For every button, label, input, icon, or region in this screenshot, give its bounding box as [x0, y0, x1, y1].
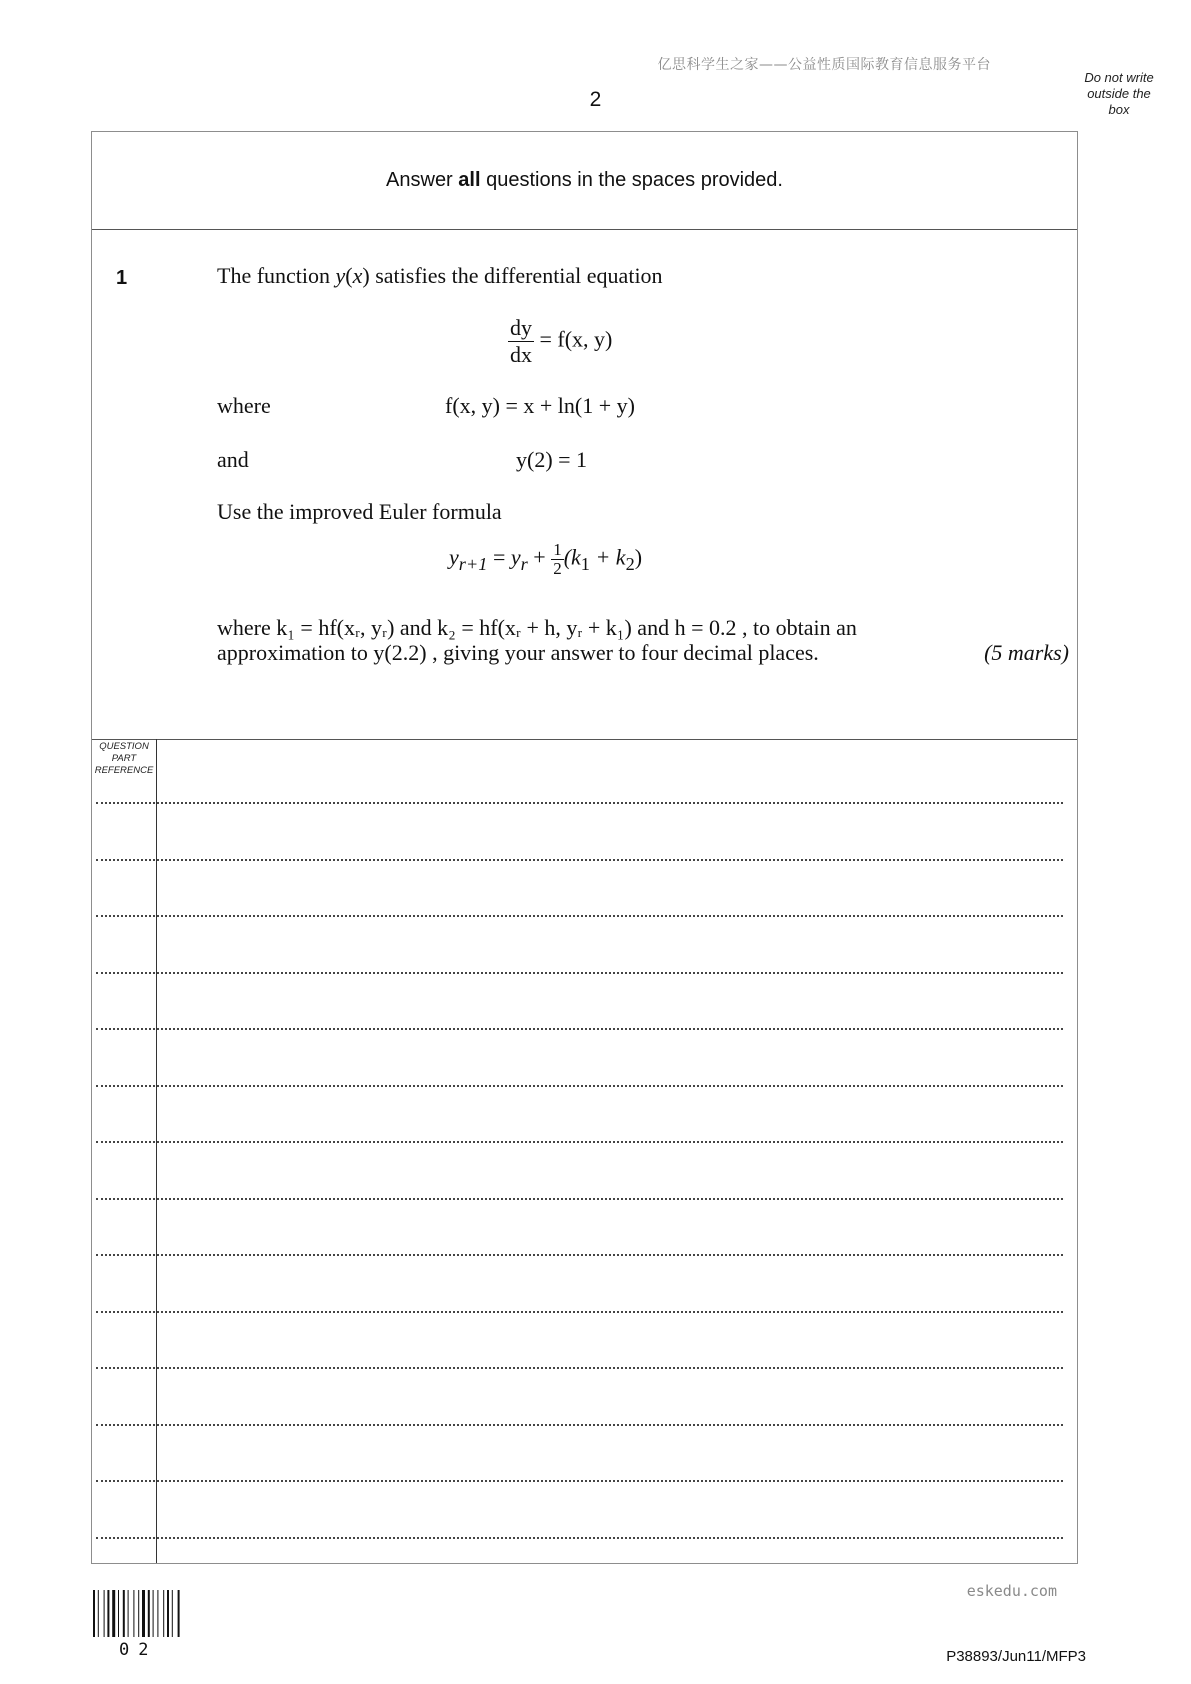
answer-line[interactable]	[96, 1028, 1063, 1030]
watermark-text: 亿思科学生之家——公益性质国际教育信息服务平台	[657, 57, 991, 73]
equation-dydx	[508, 315, 612, 368]
margin-note-line: outside the	[1087, 86, 1151, 101]
answer-line[interactable]	[96, 1311, 1063, 1313]
formula-sub: r	[520, 553, 528, 574]
initial-condition: y(2) = 1	[516, 447, 588, 472]
paper-reference: P38893/Jun11/MFP3	[946, 1648, 1086, 1665]
formula-y: y	[510, 544, 521, 570]
and-label: and	[217, 447, 249, 472]
fraction-denominator: 2	[553, 559, 562, 578]
question-part-reference-label	[92, 741, 156, 777]
fraction-half	[551, 541, 564, 578]
margin-note	[1069, 70, 1169, 118]
intro-text: satisfies the differential equation	[375, 263, 663, 288]
intro-x: x	[352, 263, 363, 288]
answer-line[interactable]	[96, 1367, 1063, 1369]
answer-line[interactable]	[96, 1424, 1063, 1426]
formula-sub: 1	[580, 553, 590, 574]
answer-line[interactable]	[96, 1085, 1063, 1087]
answer-line[interactable]	[96, 1141, 1063, 1143]
question-number: 1	[116, 267, 128, 289]
intro-paren: (	[345, 263, 353, 288]
margin-note-line: box	[1108, 102, 1130, 117]
barcode-number: 02	[119, 1640, 158, 1660]
formula-plus: +	[527, 544, 552, 570]
formula-k: (k	[563, 544, 581, 570]
site-watermark: eskedu.com	[966, 1582, 1057, 1600]
formula-k: + k	[589, 544, 626, 570]
answer-line[interactable]	[96, 1254, 1063, 1256]
question-part-divider	[156, 739, 157, 1563]
answer-area[interactable]	[92, 739, 1077, 1563]
formula-sub: 2	[625, 553, 635, 574]
use-text: Use the improved Euler formula	[217, 499, 502, 524]
intro-paren: )	[362, 263, 370, 288]
formula-y: y	[449, 544, 459, 570]
marks-label: (5 marks)	[984, 640, 1069, 665]
intro-text: The function	[217, 263, 331, 288]
answer-line[interactable]	[96, 1198, 1063, 1200]
instruction-after: questions in the spaces provided.	[486, 169, 783, 191]
instruction-text	[386, 169, 783, 192]
fraction-numerator: 1	[553, 540, 562, 559]
instruction-banner	[92, 132, 1077, 230]
answer-line[interactable]	[96, 802, 1063, 804]
euler-formula	[449, 541, 642, 578]
formula-eq: =	[487, 544, 511, 570]
instruction-bold: all	[458, 169, 481, 191]
answer-line[interactable]	[96, 972, 1063, 974]
qpr-label-line: QUESTION	[99, 741, 149, 752]
where-equation: f(x, y) = x + ln(1 + y)	[445, 393, 635, 418]
qpr-label-line: PART	[111, 753, 137, 764]
margin-note-line: Do not write	[1084, 70, 1154, 85]
fraction-denominator: dx	[510, 342, 532, 367]
formula-close: )	[634, 544, 643, 570]
equation-rhs: = f(x, y)	[539, 326, 613, 352]
question-block	[92, 229, 1077, 740]
answer-line[interactable]	[96, 859, 1063, 861]
fraction-numerator: dy	[510, 315, 532, 340]
question-line-1: where k₁ = hf(xᵣ, yᵣ) and k₂ = hf(xᵣ + h, yᵣ + k₁) and h = 0.2 , to obtain an	[217, 615, 857, 640]
barcode-icon	[93, 1590, 195, 1637]
page-number: 2	[589, 88, 602, 111]
answer-booklet-frame	[91, 131, 1078, 1564]
intro-y: y	[335, 263, 346, 288]
where-label: where	[217, 393, 271, 418]
answer-line[interactable]	[96, 1537, 1063, 1539]
answer-line[interactable]	[96, 915, 1063, 917]
fraction-dydx	[508, 315, 534, 368]
question-intro	[217, 263, 663, 289]
formula-sub: r+1	[458, 553, 488, 574]
question-line-2: approximation to y(2.2) , giving your answer to four decimal places.	[217, 640, 819, 665]
qpr-label-line: REFERENCE	[94, 765, 154, 776]
answer-line[interactable]	[96, 1480, 1063, 1482]
instruction-before: Answer	[386, 169, 453, 191]
